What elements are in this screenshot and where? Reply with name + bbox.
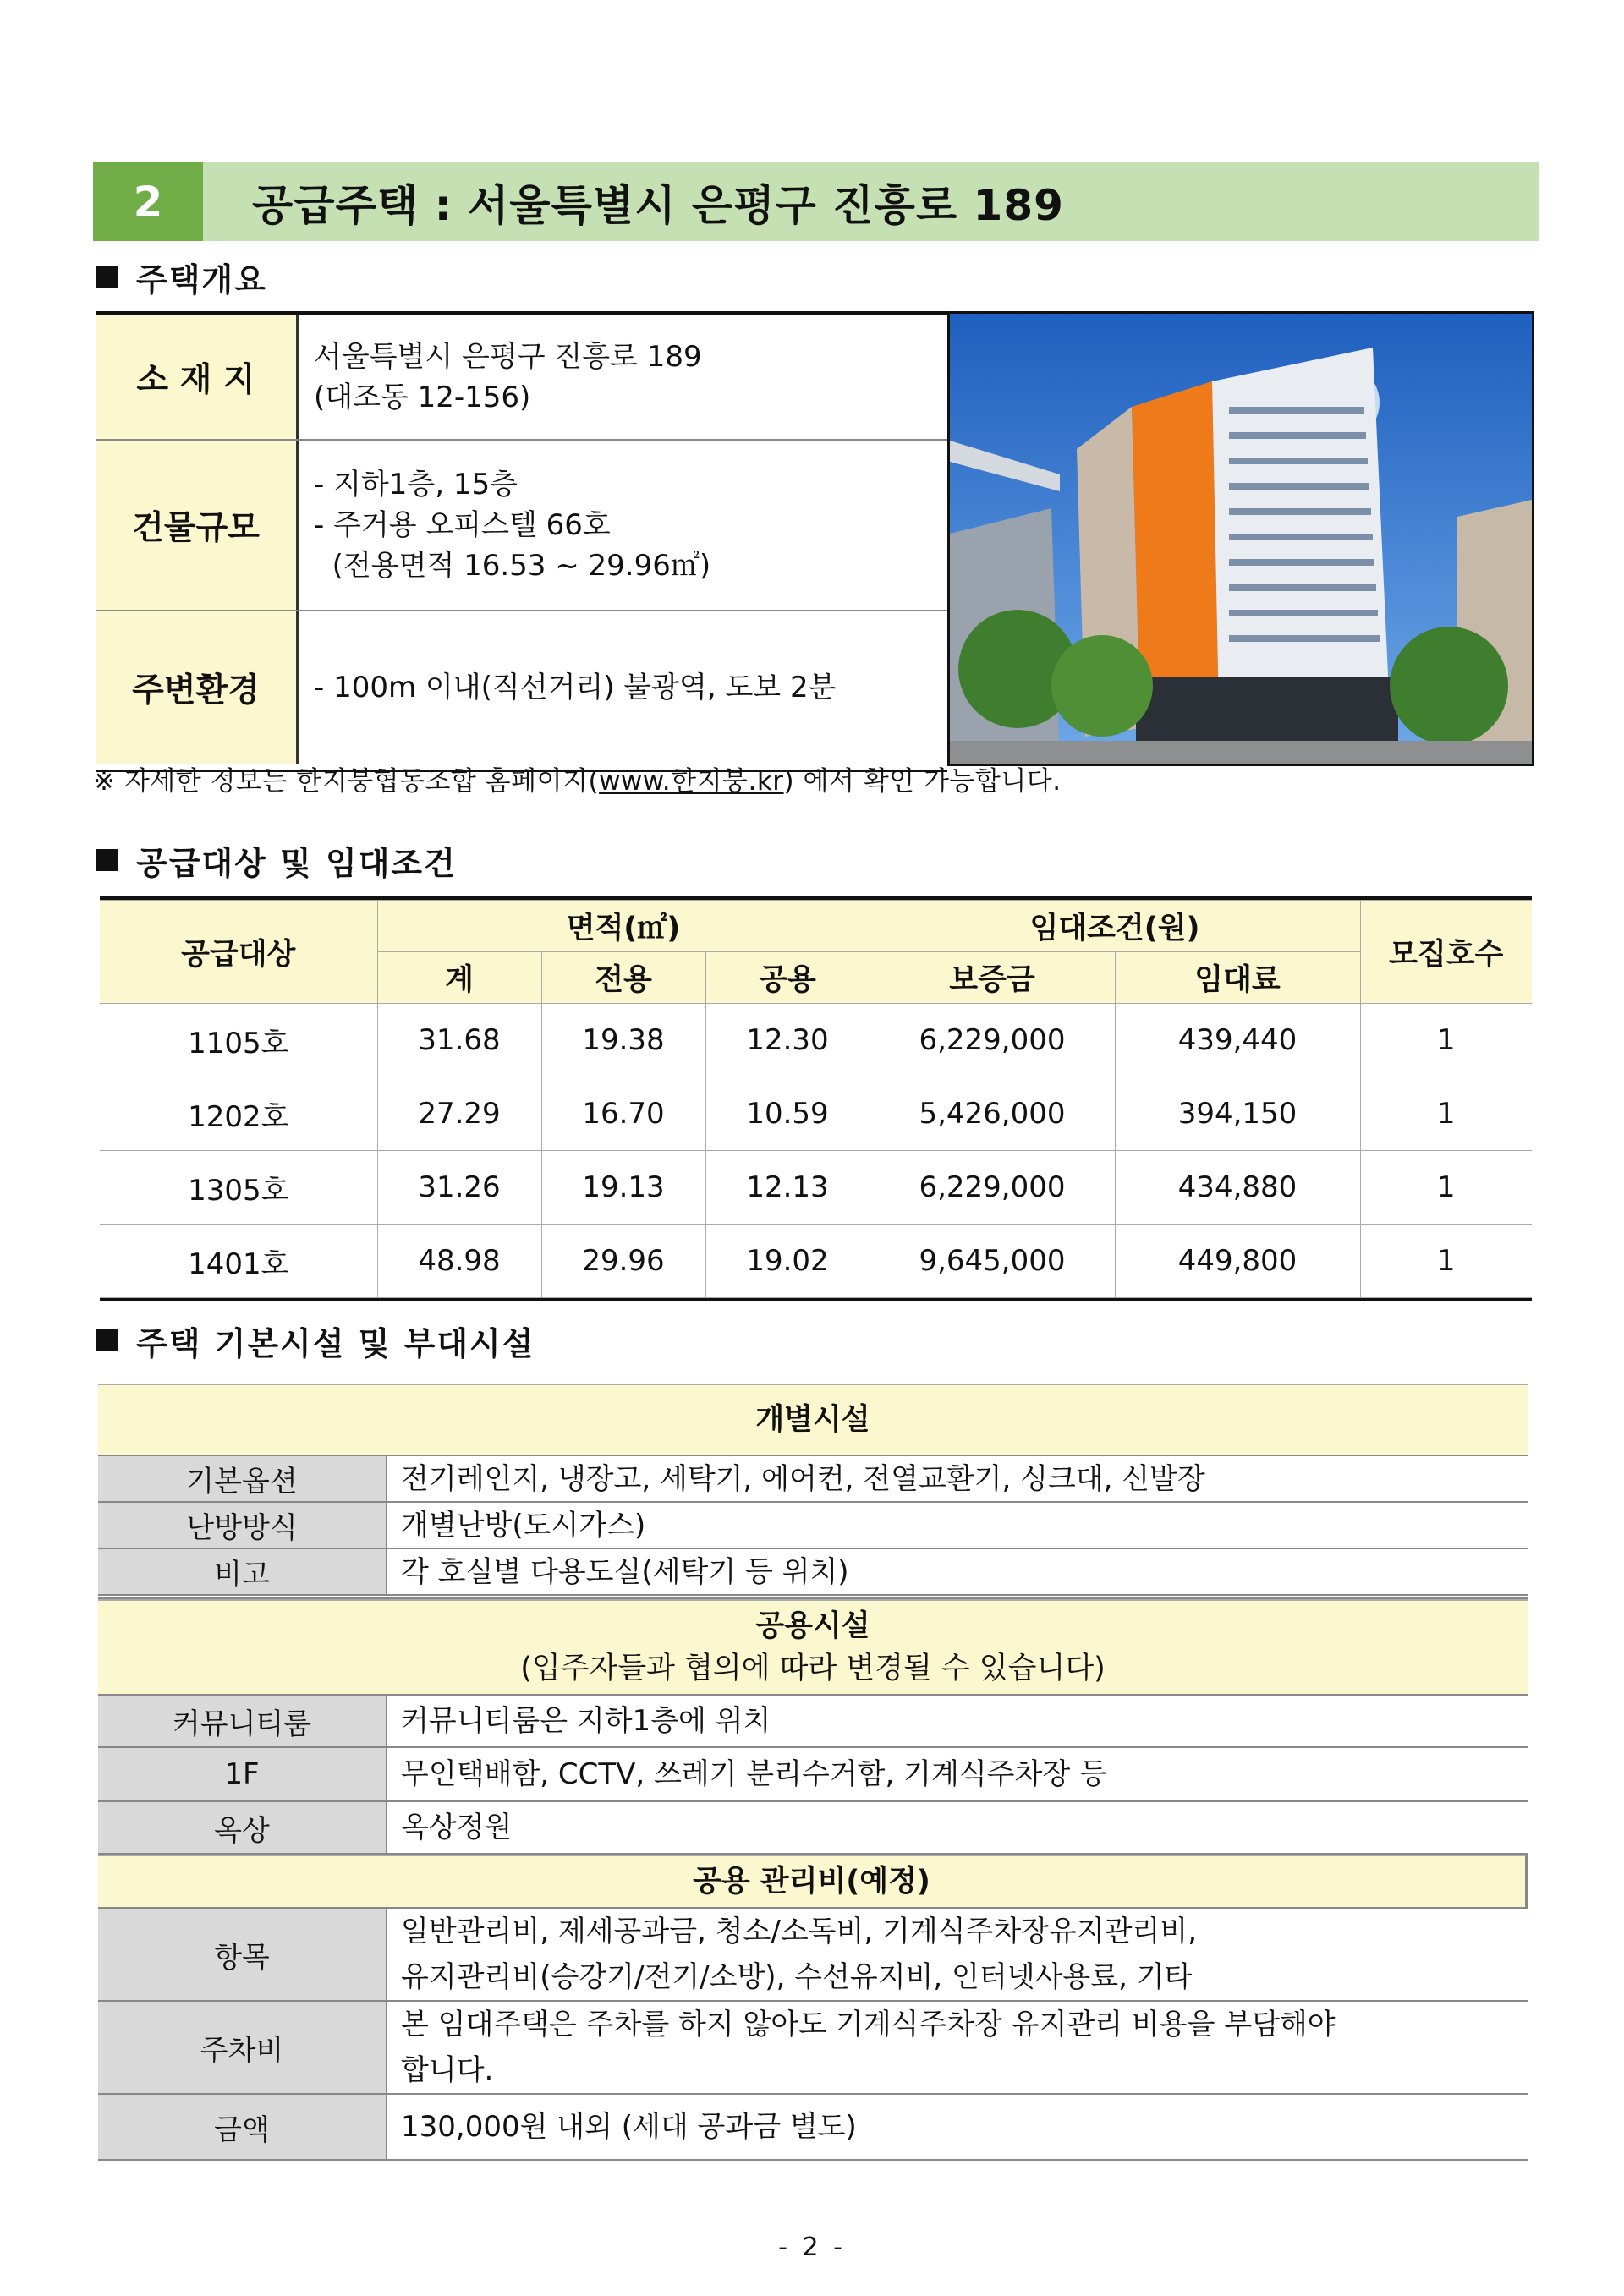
facility-row [98,1802,1528,1855]
cell-total: 48.98 [377,1225,541,1298]
supply-heading-text: 공급대상 및 임대조건 [136,844,457,882]
facilities-heading-text: 주택 기본시설 및 부대시설 [136,1324,535,1362]
facility-label: 1F [98,1748,387,1800]
cell-rent: 449,800 [1115,1225,1360,1298]
page-number: - 2 - [778,2233,846,2262]
value-line: 서울특별시 은평구 진흥로 189 [314,339,702,374]
facility-row [98,2002,1528,2095]
overview-row-surroundings [96,611,947,764]
value-line: 개별난방(도시가스) [401,1508,646,1543]
bullet-square-icon [96,266,118,288]
facility-value [387,1696,1528,1746]
facility-value [387,1503,1528,1548]
cell-exclusive: 19.38 [541,1004,705,1077]
cell-deposit: 6,229,000 [870,1151,1115,1225]
facilities-table [98,1384,1528,2161]
cell-rent: 394,150 [1115,1077,1360,1151]
cell-count: 1 [1360,1151,1532,1225]
cell-common: 10.59 [705,1077,870,1151]
value-line: 무인택배함, CCTV, 쓰레기 분리수거함, 기계식주차장 등 [401,1757,1107,1791]
table-row [100,1225,1532,1298]
cell-deposit: 5,426,000 [870,1077,1115,1151]
bullet-square-icon [96,1329,118,1351]
overview-label: 소 재 지 [96,315,299,439]
col-header-count: 모집호수 [1360,901,1532,1004]
facility-label: 커뮤니티룸 [98,1696,387,1746]
value-line: 커뮤니티룸은 지하1층에 위치 [401,1704,771,1738]
col-header-rent-conditions: 임대조건(원) [870,901,1360,952]
cell-common: 19.02 [705,1225,870,1298]
col-header-exclusive: 전용 [541,952,705,1004]
note-text: ※ 자세한 정보는 한지붕협동조합 홈페이지( [93,766,600,797]
value-line: - 지하1층, 15층 [314,468,518,501]
cell-count: 1 [1360,1077,1532,1151]
facility-label: 항목 [98,1909,387,2000]
facility-label: 비고 [98,1549,387,1594]
homepage-link[interactable]: www.한지붕.kr [599,766,784,797]
col-header-total: 계 [377,952,541,1004]
shared-facilities-title: 공용시설 [755,1609,870,1643]
overview-heading [96,255,267,298]
overview-label: 주변환경 [96,611,299,764]
overview-label: 건물규모 [96,441,299,610]
shared-facilities-header [98,1599,1528,1696]
overview-heading-text: 주택개요 [136,260,267,299]
overview-row-location [96,315,947,439]
value-line: 각 호실별 다용도실(세탁기 등 위치) [401,1554,849,1589]
facility-row [98,1549,1528,1599]
facility-value [387,1802,1528,1853]
building-photo-image [950,314,1532,764]
value-line: 전기레인지, 냉장고, 세탁기, 에어컨, 전열교환기, 싱크대, 신발장 [401,1461,1205,1496]
facility-value [387,2002,1528,2093]
overview-value [299,611,947,764]
facility-row [98,2095,1528,2161]
facility-row [98,1503,1528,1549]
individual-facilities-header: 개별시설 [98,1384,1528,1456]
table-header-row [100,901,1532,952]
facility-value [387,2095,1528,2159]
cell-unit: 1105호 [100,1004,377,1077]
col-header-deposit: 보증금 [870,952,1115,1004]
table-row [100,1151,1532,1225]
cell-total: 31.68 [377,1004,541,1077]
cell-exclusive: 29.96 [541,1225,705,1298]
overview-value [299,315,947,439]
facility-label: 기본옵션 [98,1456,387,1501]
value-line: 일반관리비, 제세공과금, 청소/소독비, 기계식주차장유지관리비, [401,1915,1198,1948]
cell-count: 1 [1360,1004,1532,1077]
value-line: 옥상정원 [401,1811,513,1844]
cell-common: 12.13 [705,1151,870,1225]
cell-total: 27.29 [377,1077,541,1151]
facility-label: 주차비 [98,2002,387,2093]
facility-label: 금액 [98,2095,387,2159]
value-line: (전용면적 16.53 ~ 29.96㎡) [314,549,711,583]
cell-exclusive: 16.70 [541,1077,705,1151]
facility-value [387,1456,1528,1501]
info-note [93,759,1062,797]
shared-facilities-subtitle: (입주자들과 협의에 따라 변경될 수 있습니다) [520,1652,1106,1685]
cell-count: 1 [1360,1225,1532,1298]
page-title: 공급주택 : 서울특별시 은평구 진흥로 189 [252,180,1064,230]
section-number: 2 [93,162,203,241]
cell-rent: 434,880 [1115,1151,1360,1225]
value-line: - 주거용 오피스텔 66호 [314,508,611,542]
facilities-heading [96,1319,535,1362]
value-line: - 100m 이내(직선거리) 불광역, 도보 2분 [314,671,837,704]
cell-deposit: 9,645,000 [870,1225,1115,1298]
management-fee-header: 공용 관리비(예정) [98,1855,1528,1909]
cell-unit: 1305호 [100,1151,377,1225]
overview-row-scale [96,441,947,610]
facility-row [98,1909,1528,2002]
col-header-common: 공용 [705,952,870,1004]
facility-row [98,1748,1528,1802]
overview-value [299,441,947,610]
overview-table [96,311,947,772]
facility-value [387,1549,1528,1594]
table-row [100,1077,1532,1151]
facility-label: 옥상 [98,1802,387,1853]
supply-table [100,896,1532,1301]
building-photo [947,311,1534,766]
value-line: 130,000원 내외 (세대 공과금 별도) [401,2110,857,2144]
cell-rent: 439,440 [1115,1004,1360,1077]
value-line: 유지관리비(승강기/전기/소방), 수선유지비, 인터넷사용료, 기타 [401,1960,1193,1994]
col-header-area: 면적(㎡) [377,901,870,952]
facility-row [98,1696,1528,1748]
facility-label: 난방방식 [98,1503,387,1548]
supply-heading [96,839,457,881]
cell-deposit: 6,229,000 [870,1004,1115,1077]
table-row [100,1004,1532,1077]
value-line: 본 임대주택은 주차를 하지 않아도 기계식주차장 유지관리 비용을 부담해야 [401,2008,1336,2041]
note-text: ) 에서 확인 가능합니다. [783,766,1062,797]
facility-row [98,1456,1528,1503]
col-header-rent: 임대료 [1115,952,1360,1004]
cell-total: 31.26 [377,1151,541,1225]
cell-common: 12.30 [705,1004,870,1077]
cell-unit: 1202호 [100,1077,377,1151]
cell-exclusive: 19.13 [541,1151,705,1225]
cell-unit: 1401호 [100,1225,377,1298]
facility-value [387,1748,1528,1800]
col-header-target: 공급대상 [100,901,377,1004]
value-line: 합니다. [401,2053,494,2087]
value-line: (대조동 12-156) [314,380,531,414]
facility-value [387,1909,1528,2000]
bullet-square-icon [96,849,118,871]
